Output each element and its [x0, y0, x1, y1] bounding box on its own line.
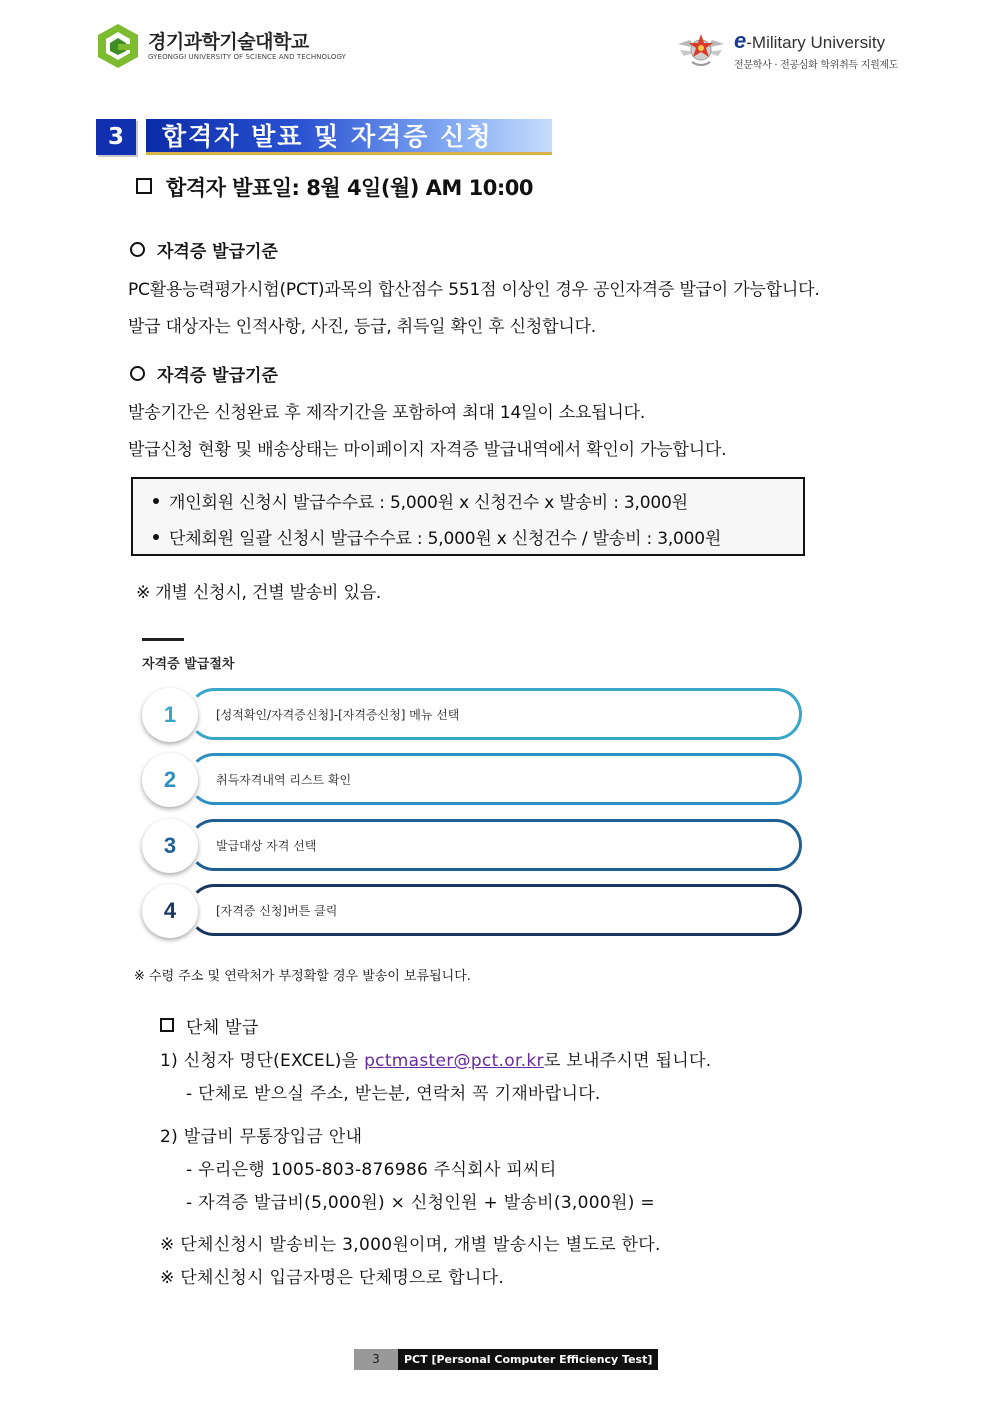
fee-line-individual-text: 개인회원 신청시 발급수수료 : 5,000원 x 신청건수 x 발송비 : 3,000원	[169, 493, 688, 513]
step-label: 취득자격내역 리스트 확인	[216, 773, 352, 787]
criteria-1-line-2: 발급 대상자는 인적사항, 사진, 등급, 취득일 확인 후 신청합니다.	[128, 317, 596, 337]
fee-line-group-text: 단체회원 일괄 신청시 발급수수료 : 5,000원 x 신청건수 / 발송비 : 3,000원	[169, 529, 722, 549]
step-label: [자격증 신청]버튼 클릭	[216, 904, 338, 918]
group-item-1-prefix: 1) 신청자 명단(EXCEL)을	[160, 1051, 365, 1071]
procedure-step	[140, 753, 804, 809]
circle-bullet-icon	[130, 366, 145, 381]
military-emblem-icon	[676, 26, 726, 72]
contact-email-link[interactable]: pctmaster@pct.or.kr	[364, 1051, 544, 1071]
page-number: 3	[354, 1349, 398, 1370]
criteria-heading-2-text: 자격증 발급기준	[157, 366, 278, 386]
group-heading-text: 단체 발급	[186, 1018, 259, 1038]
university-logo	[96, 22, 356, 74]
footer-tag: PCT [Personal Computer Efficiency Test]	[398, 1349, 658, 1370]
announcement-date-text: 합격자 발표일: 8월 4일(월) AM 10:00	[166, 176, 533, 200]
e-military-subtitle: 전문학사 · 전공심화 학위취득 지원제도	[734, 60, 899, 71]
procedure-step	[140, 688, 804, 744]
fee-box	[131, 477, 805, 556]
announcement-date	[136, 172, 533, 202]
university-name-english: GYEONGGI UNIVERSITY OF SCIENCE AND TECHNOLOGY	[148, 53, 347, 61]
step-label: [성적확인/자격증신청]-[자격증신청] 메뉴 선택	[216, 708, 460, 722]
criteria-2-line-2: 발급신청 현황 및 배송상태는 마이페이지 자격증 발급내역에서 확인이 가능합니다.	[128, 440, 727, 460]
fee-line-group	[153, 524, 721, 549]
group-item-2: 2) 발급비 무통장입금 안내	[160, 1127, 363, 1147]
procedure-step	[140, 884, 804, 940]
step-number: 4	[142, 884, 198, 938]
e-military-title-text: -Military University	[746, 33, 886, 52]
bullet-dot-icon	[153, 534, 159, 540]
individual-shipping-note: ※ 개별 신청시, 건별 발송비 있음.	[136, 583, 382, 603]
procedure-step	[140, 819, 804, 875]
e-military-title	[734, 28, 885, 54]
criteria-heading-1	[130, 237, 278, 262]
section-number: 3	[96, 119, 136, 155]
bullet-dot-icon	[153, 498, 159, 504]
e-military-logo	[676, 26, 906, 74]
e-military-e-letter: e	[734, 28, 747, 53]
group-note-1: ※ 단체신청시 발송비는 3,000원이며, 개별 발송시는 별도로 한다.	[160, 1235, 661, 1255]
criteria-2-line-1: 발송기간은 신청완료 후 제작기간을 포함하여 최대 14일이 소요됩니다.	[128, 403, 646, 423]
step-label: 발급대상 자격 선택	[216, 839, 317, 853]
university-logo-icon	[96, 22, 140, 70]
checkbox-square-icon	[160, 1018, 174, 1032]
group-item-1-sub: - 단체로 받으실 주소, 받는분, 연락처 꼭 기재바랍니다.	[186, 1084, 601, 1104]
fee-formula: - 자격증 발급비(5,000원) × 신청인원 + 발송비(3,000원) =	[186, 1193, 655, 1213]
university-name: 경기과학기술대학교	[148, 31, 309, 53]
procedure-title: 자격증 발급절차	[142, 657, 235, 672]
section-title: 합격자 발표 및 자격증 신청	[146, 119, 552, 155]
group-heading	[160, 1013, 259, 1038]
criteria-heading-1-text: 자격증 발급기준	[157, 242, 278, 262]
group-note-2: ※ 단체신청시 입금자명은 단체명으로 합니다.	[160, 1268, 505, 1288]
criteria-1-line-1: PC활용능력평가시험(PCT)과목의 합산점수 551점 이상인 경우 공인자격증 발급이 가능합니다.	[128, 280, 820, 300]
step-number: 3	[142, 819, 198, 873]
circle-bullet-icon	[130, 242, 145, 257]
bank-account: - 우리은행 1005-803-876986 주식회사 피씨티	[186, 1160, 557, 1180]
criteria-heading-2	[130, 361, 278, 386]
page-footer	[354, 1349, 658, 1370]
address-note: ※ 수령 주소 및 연락처가 부정확할 경우 발송이 보류됩니다.	[134, 969, 471, 984]
procedure-title-bar	[142, 638, 184, 641]
group-item-1-suffix: 로 보내주시면 됩니다.	[543, 1051, 712, 1071]
step-number: 1	[142, 688, 198, 742]
step-number: 2	[142, 753, 198, 807]
checkbox-square-icon	[136, 178, 152, 194]
group-item-1	[160, 1046, 711, 1071]
fee-line-individual	[153, 488, 688, 513]
